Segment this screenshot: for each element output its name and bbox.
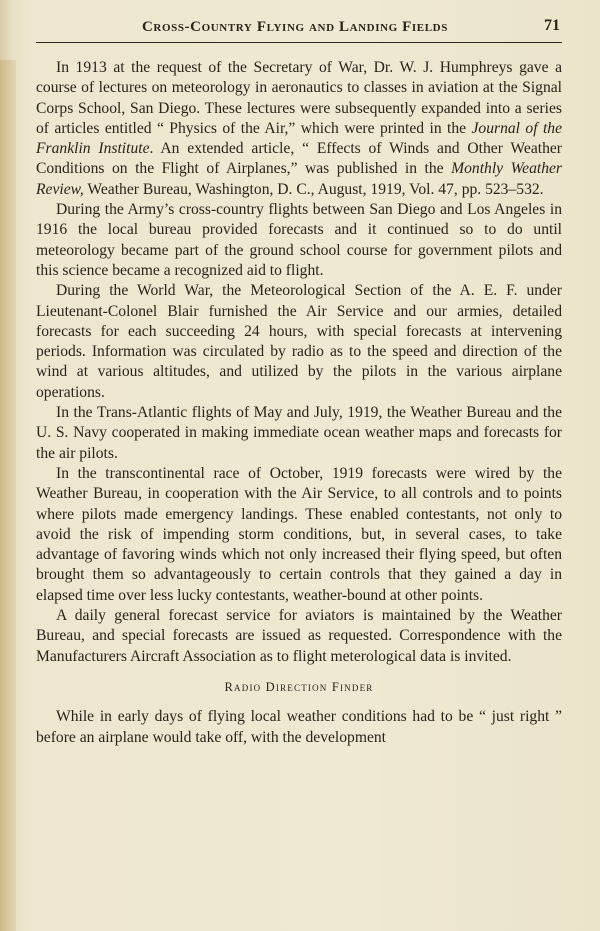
paragraph-lectures — [36, 58, 562, 200]
review-title: Monthly Weather Review, — [36, 160, 562, 198]
paragraph-army-flights: During the Army’s cross-country flights between San Diego and Los Angeles in 1916 the local bureau provided forecasts and it continued so to do until meteorology became part of the ground school course for government pilots and this science became a recognized aid to flight. — [36, 201, 562, 279]
page-gutter-shadow — [0, 60, 16, 931]
page-header — [36, 14, 562, 43]
paragraph-text: Weather Bureau, Washington, D. C., August, 1919, Vol. 47, pp. 523–532. — [83, 180, 544, 198]
section-heading: Radio Direction Finder — [224, 679, 374, 694]
paragraph-world-war: During the World War, the Meteorological Section of the A. E. F. under Lieutenant-Colonel Blair furnished the Air Service and our armies, detailed forecasts for each succeeding 24 hours, with special forecasts at intervening periods. Information was circulated by radio as to the speed and direction of the wind at various altitudes, and utilized by the pilots in the various airplane operations. — [36, 282, 562, 401]
paragraph-transcontinental: In the transcontinental race of October, 1919 forecasts were wired by the Weather Bureau, in cooperation with the Air Service, to all controls and to points where pilots made emergency landings. These enabled contestants, not only to avoid the risk of impending storm conditions, but, in several cases, to take advantage of favoring winds which not only increased their flying speed, but often brought them so advantageously to certain controls that they gained a day in elapsed time over less lucky contestants, weather-bound at other points. — [36, 464, 562, 604]
page-number: 71 — [544, 17, 560, 34]
running-head: Cross-Country Flying and Landing Fields — [142, 19, 448, 35]
paragraph-daily-forecast: A daily general forecast service for aviators is maintained by the Weather Bureau, and special forecasts are issued as requested. Correspondence with the Manufacturers Aircraft Association as to flight meterological data is invited. — [36, 607, 562, 665]
paragraph-text: In 1913 at the request of the Secretary of War, Dr. W. J. Humphreys gave a course of lectures on meteorology in aeronautics to classes in aviation at the Signal Corps School, San Diego. These lectures were subsequently expanded into a series of articles entitled “ Physics of the Air,” which were printed in the — [36, 59, 562, 137]
paragraph-text: . An extended article, “ Effects of Winds and Other Weather Conditions on the Flight of Airplanes,” was published in the — [36, 140, 562, 178]
body-text — [36, 58, 562, 748]
paragraph-radio-direction: While in early days of flying local weather conditions had to be “ just right ” before an airplane would take off, with the development — [36, 708, 562, 746]
journal-title: Journal of the Franklin Institute — [36, 119, 562, 158]
paragraph-trans-atlantic: In the Trans-Atlantic flights of May and July, 1919, the Weather Bureau and the U. S. Navy cooperated in making immediate ocean weather maps and forecasts for the air pilots. — [36, 404, 562, 462]
